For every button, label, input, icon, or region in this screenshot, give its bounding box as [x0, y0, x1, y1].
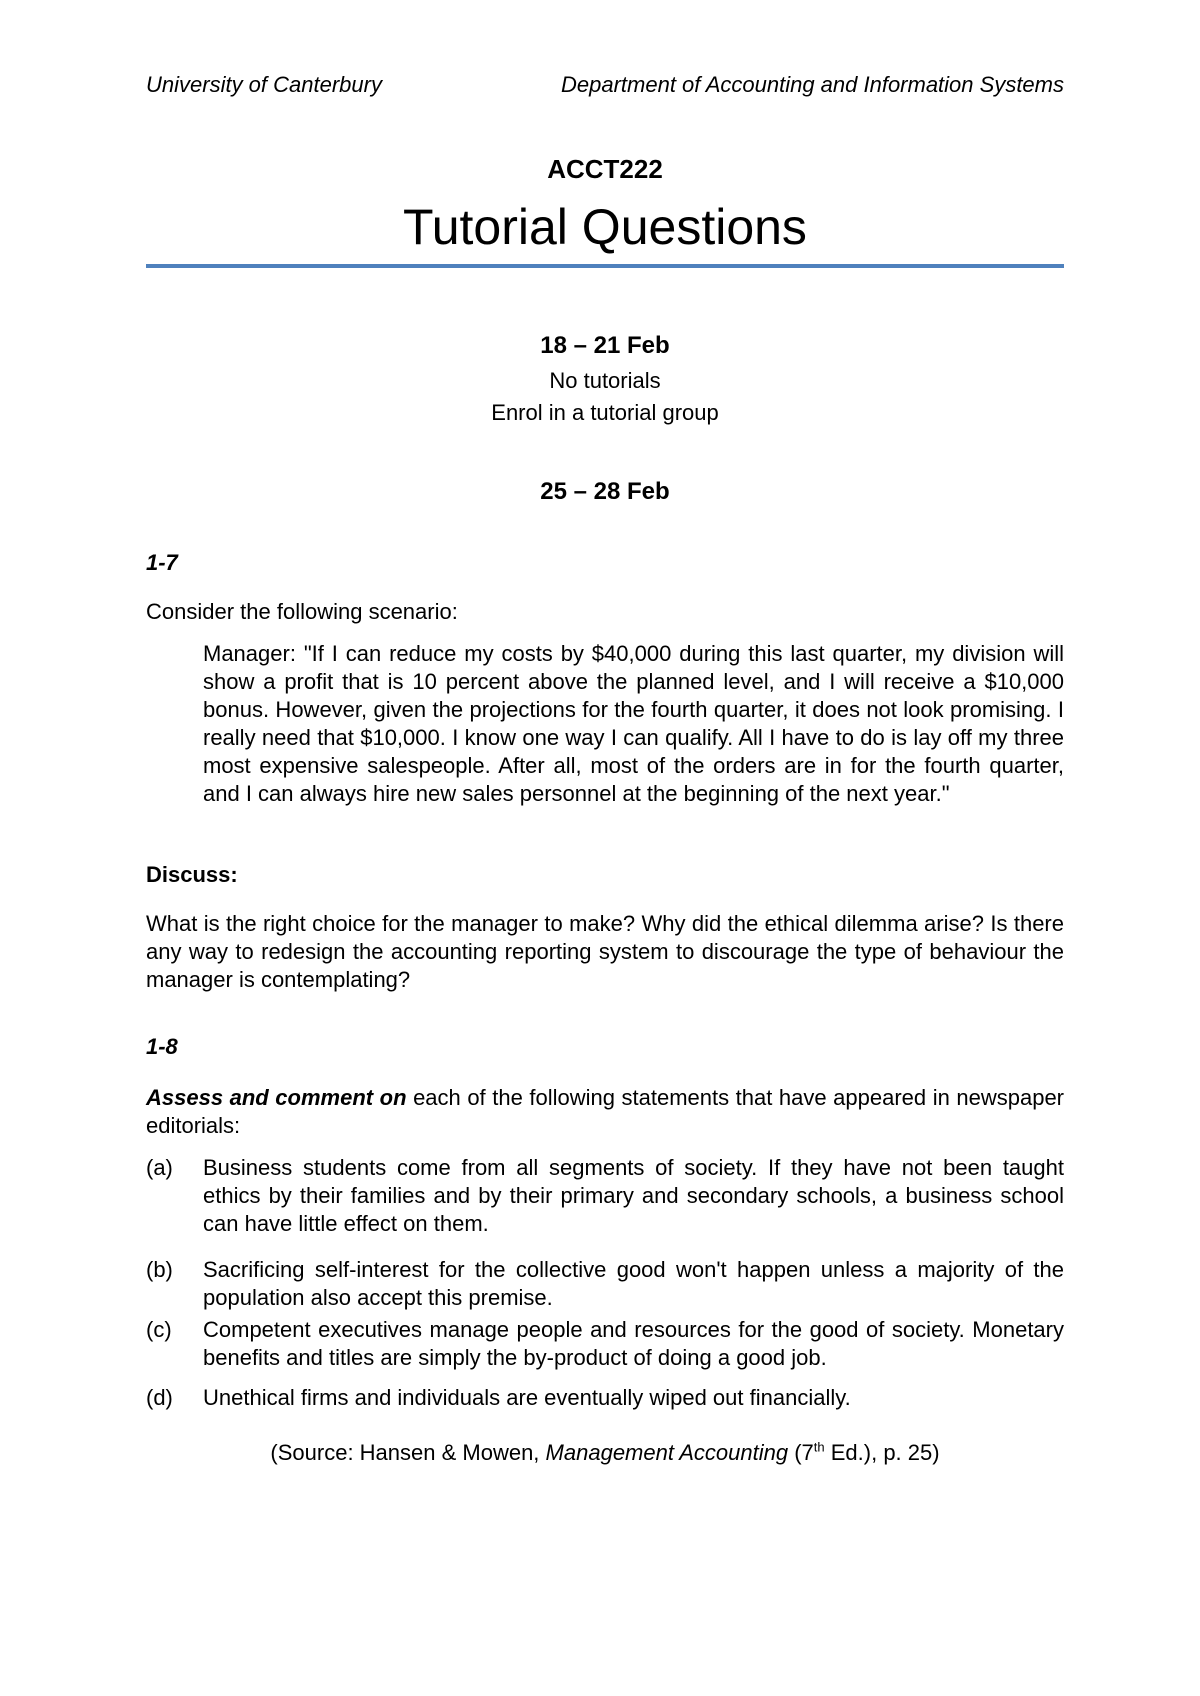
question-1-8-intro: [146, 1084, 1064, 1140]
statement-text: Unethical firms and individuals are eventually wiped out financially.: [203, 1385, 851, 1410]
source-suffix: Ed.), p. 25): [824, 1440, 940, 1465]
statement-label: (d): [146, 1385, 173, 1410]
statement-label: (c): [146, 1317, 172, 1342]
statement-text: Business students come from all segments of society. If they have not been taught ethics by their families and by their primary and secondary schools, a business school can have little effect on them.: [203, 1155, 1064, 1236]
statement-text: Competent executives manage people and resources for the good of society. Monetary benefits and titles are simply the by-product of doing a good job.: [203, 1317, 1064, 1370]
statement-label: (b): [146, 1257, 173, 1282]
discuss-label: Discuss:: [146, 862, 238, 887]
source-book-title: Management Accounting: [545, 1440, 789, 1465]
question-1-7-intro: Consider the following scenario:: [146, 599, 458, 624]
week-note-enrol: Enrol in a tutorial group: [491, 400, 719, 425]
source-prefix: (Source: Hansen & Mowen,: [270, 1440, 546, 1465]
intro-rest: each of the following statements that have appeared in newspaper editorials:: [146, 1085, 1065, 1138]
university-name: University of Canterbury: [146, 72, 382, 97]
course-code: ACCT222: [547, 154, 663, 184]
week-heading-1: 18 – 21 Feb: [540, 332, 670, 359]
document-page: [146, 0, 1064, 1696]
statement-text: Sacrificing self-interest for the collective good won't happen unless a majority of the population also accept this premise.: [203, 1257, 1064, 1310]
statement-label: (a): [146, 1155, 173, 1180]
question-number-1-8: 1-8: [146, 1034, 178, 1059]
question-number-1-7: 1-7: [146, 550, 178, 575]
manager-quote: Manager: "If I can reduce my costs by $40,000 during this last quarter, my division will show a profit that is 10 percent above the planned level, and I will receive a $10,000 bonus. However, given the projections for the fourth quarter, it does not look promising. I really need that $10,000. I know one way I can qualify. All I have to do is lay off my three most expensive salespeople. After all, most of the orders are in for the fourth quarter, and I can always hire new sales personnel at the beginning of the next year.": [203, 641, 1064, 806]
source-edition: (7: [788, 1440, 814, 1465]
week-heading-2: 25 – 28 Feb: [540, 478, 670, 505]
source-citation: [146, 1438, 1064, 1468]
intro-emphasis: Assess and comment on: [146, 1085, 407, 1110]
discuss-text: What is the right choice for the manager to make? Why did the ethical dilemma arise? Is there any way to redesign the accounting reporting system to discourage the type of behaviour the manager is contemplating?: [146, 911, 1064, 992]
title-divider: [146, 264, 1064, 268]
source-edition-suffix: th: [813, 1439, 825, 1455]
week-note-no-tutorials: No tutorials: [549, 368, 661, 393]
page-title: Tutorial Questions: [403, 199, 807, 255]
department-name: Department of Accounting and Information Systems: [561, 72, 1064, 97]
